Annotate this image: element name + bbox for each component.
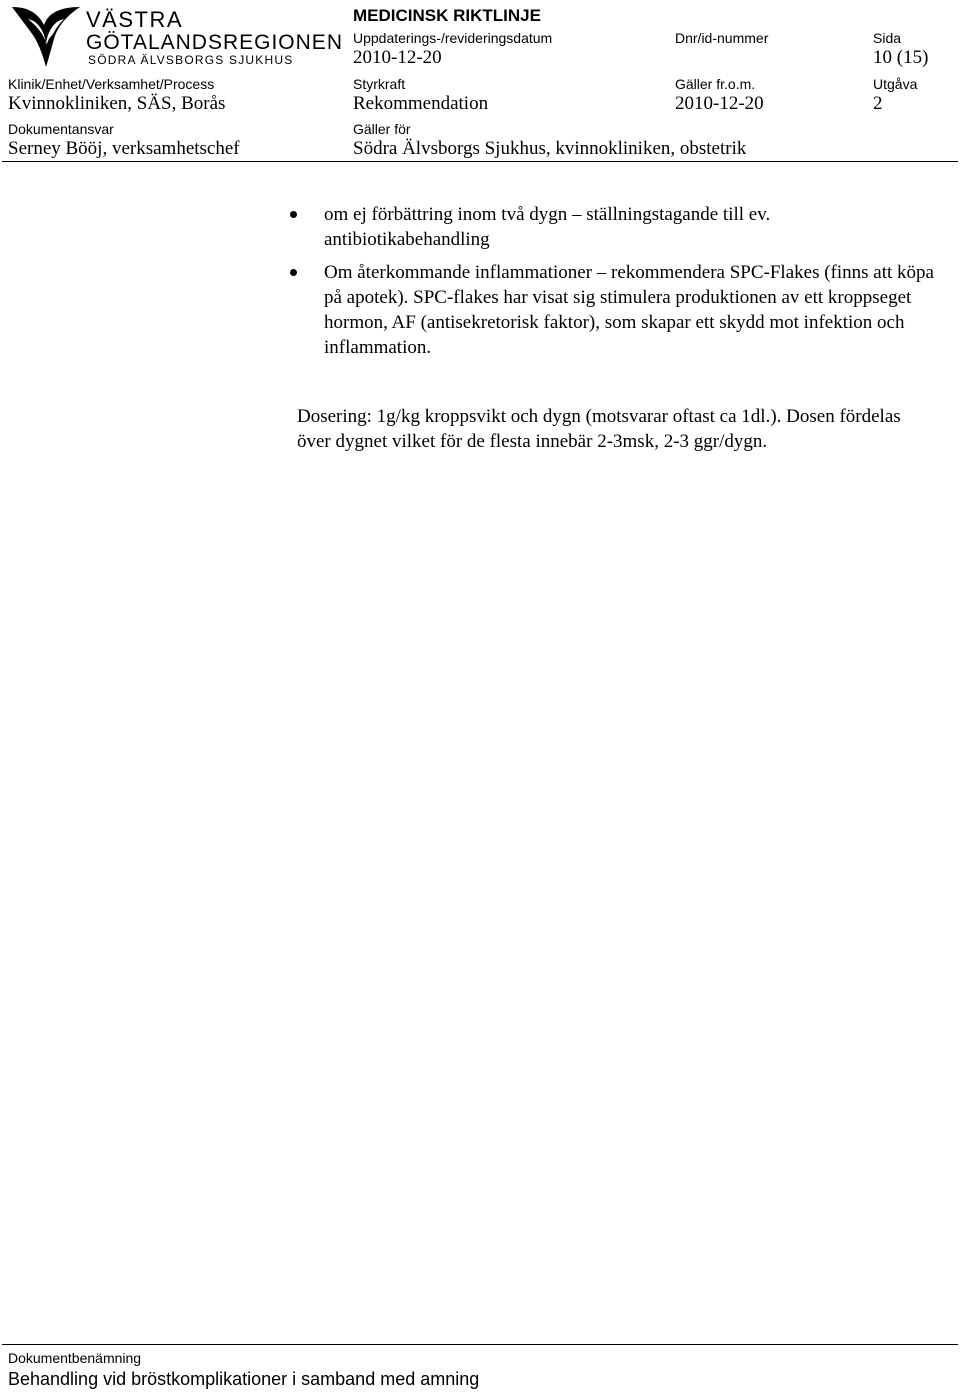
footer-divider — [2, 1344, 958, 1345]
region-swirl-logo-icon — [8, 3, 84, 69]
owner-label: Dokumentansvar — [8, 121, 114, 137]
bullet-text: om ej förbättring inom två dygn – ställningstagande till ev. antibiotikabehandling — [324, 204, 771, 250]
updated-date-label: Uppdaterings-/revideringsdatum — [353, 30, 553, 46]
edition-label: Utgåva — [873, 76, 918, 92]
list-item — [286, 202, 936, 252]
applies-label: Gäller för — [353, 121, 411, 137]
logo-text-line1: VÄSTRA — [86, 7, 184, 32]
logo-text-line2: GÖTALANDSREGIONEN — [86, 31, 343, 54]
logo-text-line3: SÖDRA ÄLVSBORGS SJUKHUS — [88, 53, 294, 67]
bullet-icon — [290, 269, 297, 276]
page-number-value: 10 (15) — [873, 47, 929, 68]
header-divider — [2, 161, 958, 162]
valid-from-value: 2010-12-20 — [675, 93, 764, 114]
strength-value: Rekommendation — [353, 93, 489, 114]
applies-value: Södra Älvsborgs Sjukhus, kvinnokliniken, obstetrik — [353, 138, 747, 159]
bullet-list — [286, 202, 936, 368]
document-name-label: Dokumentbenämning — [8, 1350, 142, 1366]
document-type: MEDICINSK RIKTLINJE — [353, 6, 541, 25]
unit-label: Klinik/Enhet/Verksamhet/Process — [8, 76, 215, 92]
list-item — [286, 260, 936, 360]
bullet-text: Om återkommande inflammationer – rekommendera SPC-Flakes (finns att köpa på apotek). SPC-flakes har visat sig stimulera produktionen av ett kroppseget hormon, AF (antisekretorisk faktor), som skapar ett skydd mot infektion och inflammation. — [324, 262, 934, 358]
dnr-label: Dnr/id-nummer — [675, 30, 769, 46]
dosage-paragraph: Dosering: 1g/kg kroppsvikt och dygn (motsvarar oftast ca 1dl.). Dosen fördelas över dygnet vilket för de flesta innebär 2-3msk, 2-3 ggr/dygn. — [297, 406, 901, 452]
document-name-value: Behandling vid bröstkomplikationer i samband med amning — [8, 1369, 480, 1389]
owner-value: Serney Bööj, verksamhetschef — [8, 138, 240, 159]
bullet-icon — [290, 211, 297, 218]
updated-date-value: 2010-12-20 — [353, 47, 442, 68]
unit-value: Kvinnokliniken, SÄS, Borås — [8, 93, 226, 114]
valid-from-label: Gäller fr.o.m. — [675, 76, 756, 92]
strength-label: Styrkraft — [353, 76, 406, 92]
edition-value: 2 — [873, 93, 883, 114]
page-label: Sida — [873, 30, 902, 46]
organization-logo — [8, 3, 343, 69]
